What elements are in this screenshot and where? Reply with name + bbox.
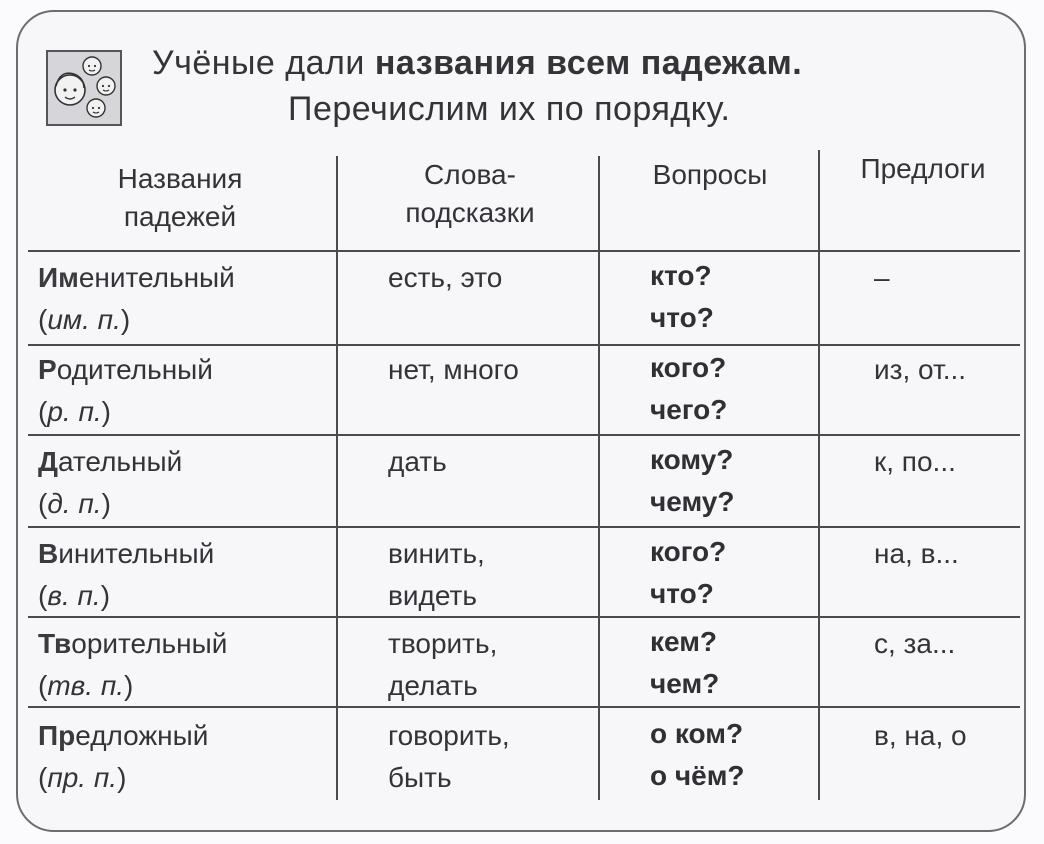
abbr-text: им. п. <box>47 304 121 335</box>
question-dative-1: кому? <box>650 444 734 475</box>
grid-line-row-4 <box>28 616 1020 618</box>
case-name-rest: орительный <box>71 628 228 659</box>
question-nominative-2: что? <box>650 302 714 333</box>
case-abbr-prepositional <box>38 758 126 798</box>
case-abbr-nominative <box>38 300 130 340</box>
grid-line-row-5 <box>28 706 1020 708</box>
intro-text <box>152 40 972 132</box>
case-name-accusative <box>38 534 214 574</box>
question-instrumental-1: кем? <box>650 626 718 657</box>
hint-nominative: есть, это <box>388 262 503 293</box>
abbr-text: пр. п. <box>47 762 118 793</box>
grid-line-row-3 <box>28 526 1020 528</box>
case-name-instrumental <box>38 624 227 664</box>
case-initial: Им <box>38 262 79 293</box>
case-name-nominative <box>38 258 235 298</box>
abbr-close: ) <box>124 670 134 701</box>
hint-instrumental-1: творить, <box>388 628 498 659</box>
hint-instrumental-2: делать <box>388 670 478 701</box>
rounded-frame <box>16 10 1026 832</box>
abbr-open: ( <box>38 762 48 793</box>
preposition-dative: к, по... <box>874 446 956 477</box>
preposition-instrumental: с, за... <box>874 628 956 659</box>
abbr-text: тв. п. <box>47 670 125 701</box>
preposition-prepositional: в, на, о <box>874 720 967 751</box>
abbr-close: ) <box>101 396 111 427</box>
hint-accusative-2: видеть <box>388 580 477 611</box>
grid-line-vertical-2 <box>598 156 600 800</box>
header-hints-line-1: Слова- <box>424 159 516 190</box>
case-name-rest: инительный <box>58 538 215 569</box>
abbr-close: ) <box>101 488 111 519</box>
case-name-dative <box>38 442 182 482</box>
question-accusative-1: кого? <box>650 536 727 567</box>
case-name-rest: ательный <box>57 446 183 477</box>
intro-line-2: Перечислим их по порядку. <box>288 90 731 128</box>
abbr-close: ) <box>120 304 131 335</box>
abbr-text: в. п. <box>47 580 101 611</box>
header-prepositions: Предлоги <box>860 153 986 184</box>
case-initial: Пр <box>38 720 76 751</box>
grid-line-row-1 <box>28 344 1020 346</box>
header-names-line-1: Названия <box>117 163 243 194</box>
abbr-open: ( <box>38 580 48 611</box>
question-dative-2: чему? <box>650 486 735 517</box>
case-initial: В <box>38 538 59 569</box>
abbr-text: р. п. <box>47 396 102 427</box>
case-name-rest: енительный <box>78 262 235 293</box>
abbr-close: ) <box>100 580 111 611</box>
case-name-rest: едложный <box>75 720 209 751</box>
case-initial: Р <box>38 354 57 385</box>
hint-genitive: нет, много <box>388 354 519 385</box>
header-questions: Вопросы <box>652 159 768 190</box>
preposition-nominative: – <box>874 262 890 293</box>
case-abbr-instrumental <box>38 666 133 706</box>
case-name-rest: одительный <box>56 354 213 385</box>
abbr-open: ( <box>38 304 48 335</box>
intro-plain: Учёные дали <box>152 44 375 82</box>
abbr-open: ( <box>38 488 48 519</box>
question-instrumental-2: чем? <box>650 668 720 699</box>
question-genitive-1: кого? <box>650 352 727 383</box>
case-abbr-accusative <box>38 576 110 616</box>
case-initial: Д <box>38 446 58 477</box>
case-name-prepositional <box>38 716 208 756</box>
hint-dative: дать <box>388 446 447 477</box>
preposition-accusative: на, в... <box>874 538 959 569</box>
preposition-genitive: из, от... <box>874 354 967 385</box>
question-prepositional-1: о ком? <box>650 718 744 749</box>
intro-line-1 <box>152 40 972 86</box>
children-faces-icon <box>46 50 122 126</box>
header-hints-line-2: подсказки <box>405 197 535 228</box>
header-hints <box>360 156 580 232</box>
abbr-close: ) <box>117 762 127 793</box>
case-abbr-dative <box>38 484 111 524</box>
header-names-line-2: падежей <box>123 201 237 232</box>
case-initial: Тв <box>38 628 72 659</box>
hint-accusative-1: винить, <box>388 538 485 569</box>
question-nominative-1: кто? <box>650 260 712 291</box>
grid-line-row-2 <box>28 434 1020 436</box>
question-accusative-2: что? <box>650 578 714 609</box>
hint-prepositional-2: быть <box>388 762 452 793</box>
question-prepositional-2: о чём? <box>650 760 745 791</box>
grid-line-header <box>28 250 1020 252</box>
header-names <box>60 160 300 236</box>
question-genitive-2: чего? <box>650 394 728 425</box>
case-abbr-genitive <box>38 392 111 432</box>
grid-line-vertical-1 <box>336 156 338 800</box>
abbr-text: д. п. <box>47 488 102 519</box>
intro-bold: названия всем падежам. <box>374 44 803 82</box>
grid-line-vertical-3 <box>818 150 820 800</box>
abbr-open: ( <box>38 396 48 427</box>
abbr-open: ( <box>38 670 48 701</box>
hint-prepositional-1: говорить, <box>388 720 510 751</box>
case-name-genitive <box>38 350 213 390</box>
